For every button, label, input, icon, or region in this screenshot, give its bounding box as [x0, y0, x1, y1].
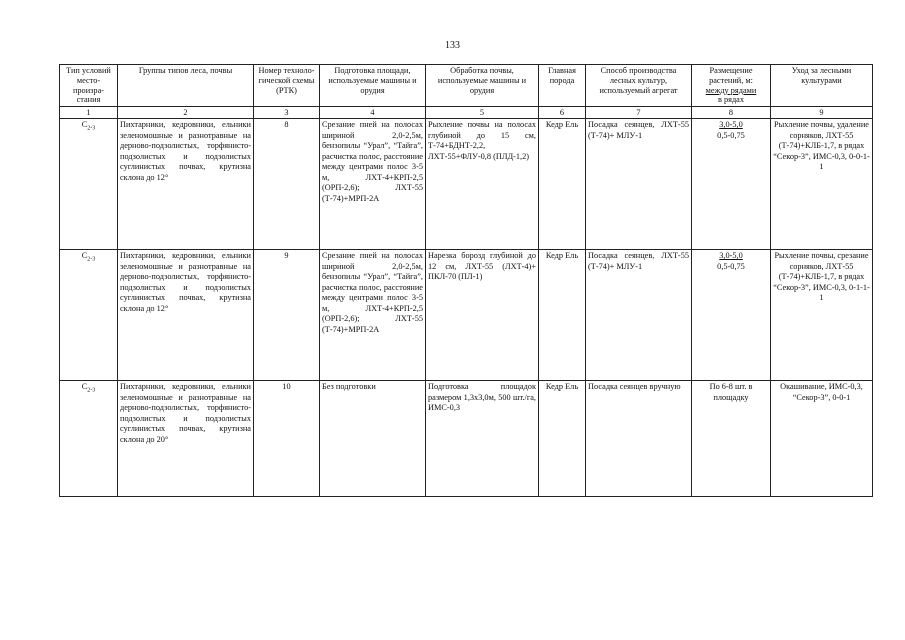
main-species-cell: Кедр Ель — [539, 250, 586, 381]
site-type-cell — [60, 250, 118, 381]
table-row — [60, 119, 873, 250]
header-placement-line2: растений, м: — [709, 75, 753, 85]
page-number: 133 — [445, 40, 460, 51]
column-number: 1 — [60, 107, 118, 119]
header-forest-care: Уход за лесными культурами — [771, 65, 873, 107]
table-row — [60, 250, 873, 381]
main-species-cell: Кедр Ель — [539, 119, 586, 250]
table-row — [60, 381, 873, 497]
header-site-preparation: Подготовка площади, используемые машины и орудия — [320, 65, 426, 107]
site-type-cell — [60, 119, 118, 250]
column-number: 8 — [692, 107, 771, 119]
header-soil-treatment: Обработка почвы, используемые машины и орудия — [426, 65, 539, 107]
forest-care-cell: Рыхление почвы, срезание сорняков, ЛХТ-55 (Т-74)+КЛБ-1,7, в рядах “Секор-3”, ИМС-0,3, 0-1-1-1 — [771, 250, 873, 381]
plant-placement-cell — [692, 250, 771, 381]
placement-between-rows: 3,0-5,0 — [719, 120, 743, 130]
header-production-method: Способ производства лесных культур, используемый агрегат — [586, 65, 692, 107]
plant-placement-cell — [692, 119, 771, 250]
plant-placement-cell — [692, 381, 771, 497]
soil-treatment-cell: Рыхление почвы на полосах глубиной до 15 см, Т-74+БДНТ-2,2, ЛХТ-55+ФЛУ-0,8 (ПЛД-1,2) — [426, 119, 539, 250]
soil-treatment-cell: Подготовка площадок размером 1,3х3,0м, 500 шт./га, ИМС-0,3 — [426, 381, 539, 497]
column-number: 5 — [426, 107, 539, 119]
site-type-sub: 2-3 — [87, 125, 96, 132]
forest-care-cell: Окашивание, ИМС-0,3, “Секор-3”, 0-0-1 — [771, 381, 873, 497]
header-scheme-number: Номер техноло-гической схемы (РТК) — [254, 65, 320, 107]
scheme-number-cell: 8 — [254, 119, 320, 250]
header-forest-groups: Группы типов леса, почвы — [118, 65, 254, 107]
column-number: 9 — [771, 107, 873, 119]
site-type-sub: 2-3 — [87, 387, 96, 394]
header-placement-line1: Размещение — [709, 66, 753, 75]
header-main-species: Главная порода — [539, 65, 586, 107]
placement-in-rows: По 6-8 шт. в площадку — [709, 382, 753, 402]
site-preparation-cell: Без подготовки — [320, 381, 426, 497]
site-type-cell — [60, 381, 118, 497]
header-site-type: Тип условий место-произра-стания — [60, 65, 118, 107]
scheme-number-cell: 10 — [254, 381, 320, 497]
site-preparation-cell: Срезание пней на полосах шириной 2,0-2,5м, бензопилы “Урал”, “Тайга”, расчистка полос, расстояние между центрами полос 3-5 м, ЛХТ-4+КРП-2,5 (ОРП-2,6); ЛХТ-55 (Т-74)+МРП-2А — [320, 119, 426, 250]
site-type-sub: 2-3 — [87, 256, 96, 263]
placement-in-rows: 0,5-0,75 — [717, 130, 745, 140]
column-number: 7 — [586, 107, 692, 119]
production-method-cell: Посадка сеянцев, ЛХТ-55 (Т-74)+ МЛУ-1 — [586, 250, 692, 381]
column-number: 3 — [254, 107, 320, 119]
scheme-number-cell: 9 — [254, 250, 320, 381]
site-type-main: С — [81, 251, 88, 261]
production-method-cell: Посадка сеянцев вручную — [586, 381, 692, 497]
forest-groups-cell: Пихтарники, кедровники, ельники зеленомошные и разнотравные на дерново-подзолистых, торфянисто-подзолистых и подзолистых суглинистых почвах, крутизна склона до 12° — [118, 119, 254, 250]
soil-treatment-cell: Нарезка борозд глубиной до 12 см, ЛХТ-55 (ЛХТ-4)+ ПКЛ-70 (ПЛ-1) — [426, 250, 539, 381]
column-number: 2 — [118, 107, 254, 119]
header-placement-between: между рядами — [705, 85, 757, 95]
column-number: 6 — [539, 107, 586, 119]
header-row — [60, 65, 873, 107]
header-placement-in: в рядах — [717, 95, 744, 105]
placement-in-rows: 0,5-0,75 — [717, 261, 745, 271]
main-species-cell: Кедр Ель — [539, 381, 586, 497]
site-type-main: С — [81, 120, 88, 130]
forest-groups-cell: Пихтарники, кедровники, ельники зеленомошные и разнотравные на дерново-подзолистых, торфянисто-подзолистых и подзолистых суглинистых почвах, крутизна склона до 12° — [118, 250, 254, 381]
column-number: 4 — [320, 107, 426, 119]
forest-care-cell: Рыхление почвы, удаление сорняков, ЛХТ-55 (Т-74)+КЛБ-1,7, в рядах “Секор-3”, ИМС-0,3, 0-0-1-1 — [771, 119, 873, 250]
header-plant-placement — [692, 65, 771, 107]
column-number-row — [60, 107, 873, 119]
forest-groups-cell: Пихтарники, кедровники, ельники зеленомошные и разнотравные на дерново-подзолистых, торфянисто-подзолистых и подзолистых суглинистых почвах, крутизна склона до 20° — [118, 381, 254, 497]
forest-culture-table — [59, 64, 873, 497]
placement-between-rows: 3,0-5,0 — [719, 251, 743, 261]
production-method-cell: Посадка сеянцев, ЛХТ-55 (Т-74)+ МЛУ-1 — [586, 119, 692, 250]
site-preparation-cell: Срезание пней на полосах шириной 2,0-2,5м, бензопилы “Урал”, “Тайга”, расчистка полос, расстояние между центрами полос 3-5 м, ЛХТ-4+КРП-2,5 (ОРП-2,6); ЛХТ-55 (Т-74)+МРП-2А — [320, 250, 426, 381]
site-type-main: С — [81, 382, 88, 392]
